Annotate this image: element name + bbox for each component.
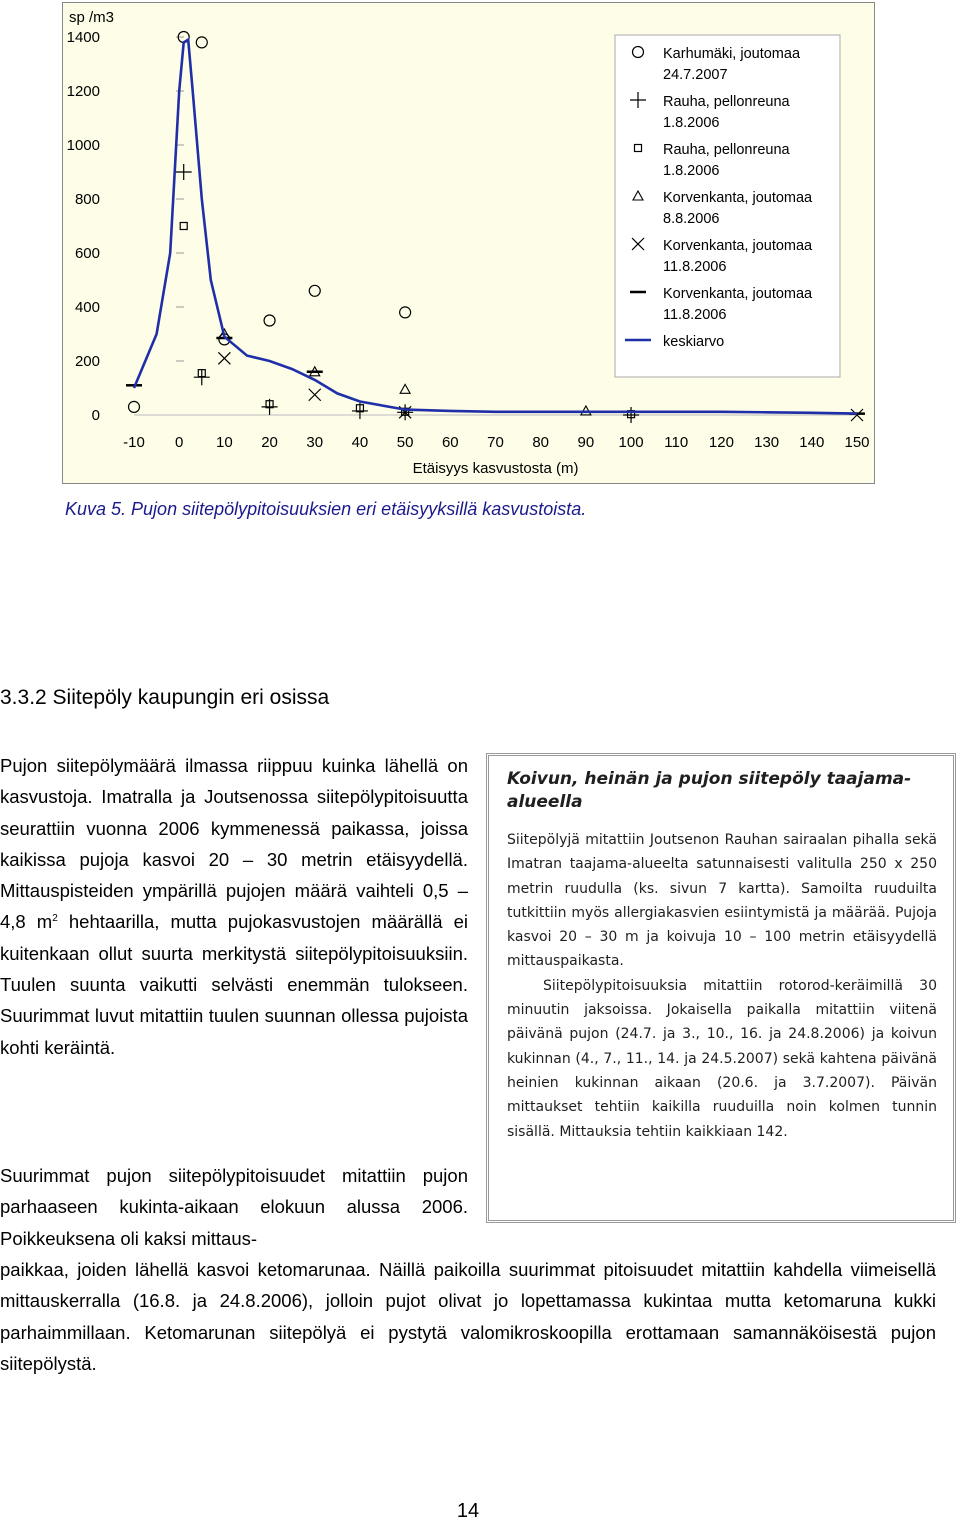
y-axis-title: sp /m3 xyxy=(69,9,115,26)
x-tick-label: 110 xyxy=(664,434,689,451)
legend-label: 1.8.2006 xyxy=(663,115,720,131)
body-paragraph-1 xyxy=(0,750,468,1063)
legend-label: 24.7.2007 xyxy=(663,67,728,83)
info-box-paragraph-1: Siitepölyjä mitattiin Joutsenon Rauhan sairaalan pihalla sekä Imatran taajama-alueelta satunnaisesti valitulla 250 x 250 metrin ruudulla (ks. sivun 7 kartta). Samoilta ruuduilta tutkittiin myös allergiakasvien esiintymistä ja määrää. Pujoja kasvoi 20 – 30 m ja koivuja 10 – 100 metrin etäisyydellä mittauspaikasta. xyxy=(507,832,937,970)
legend-label: 1.8.2006 xyxy=(663,163,720,179)
x-tick-label: 150 xyxy=(844,434,870,451)
data-point-circle xyxy=(129,401,140,412)
x-tick-label: 10 xyxy=(216,434,233,451)
x-tick-label: 120 xyxy=(708,434,734,451)
data-point-circle xyxy=(400,307,411,318)
legend-label: Karhumäki, joutomaa xyxy=(663,46,801,62)
data-point-triangle xyxy=(581,406,591,415)
y-tick-label: 1200 xyxy=(66,83,100,100)
x-tick-label: 20 xyxy=(261,434,278,451)
page-number: 14 xyxy=(456,1500,480,1522)
y-tick-label: 800 xyxy=(74,191,100,208)
x-tick-label: 0 xyxy=(175,434,184,451)
y-tick-label: 600 xyxy=(74,245,100,262)
x-tick-label: 30 xyxy=(306,434,324,451)
para1-text-a: Pujon siitepölymäärä ilmassa riippuu kuinka lähellä on kasvustoja. Imatralla ja Joutsenossa siitepölypitoisuutta seurattiin vuonna 2006 kymmenessä paikassa, joissa kaikissa pujoja kasvoi 20 – 30 metrin etäisyydellä. Mittauspisteiden ympärillä pujojen määrä vaihteli 0,5 – 4,8 m xyxy=(0,755,468,933)
data-point-circle xyxy=(264,315,275,326)
para1-superscript: 2 xyxy=(52,913,58,925)
legend-label: keskiarvo xyxy=(663,334,725,350)
legend-label: Korvenkanta, joutomaa xyxy=(663,190,813,206)
data-point-x xyxy=(309,389,321,401)
x-axis-title: Etäisyys kasvustosta (m) xyxy=(412,460,579,477)
para1-text-b: hehtaarilla, mutta pujokasvustojen määrällä ei kuitenkaan ollut suurta merkitystä siitepölypitoisuuksiin. Tuulen suunta vaikutti selvästi enemmän tulokseen. Suurimmat luvut mitattiin tuulen suunnan ollessa pujoista kohti keräintä. xyxy=(0,911,468,1058)
chart-area xyxy=(62,2,875,484)
data-point-triangle xyxy=(400,384,410,393)
legend-label: Korvenkanta, joutomaa xyxy=(663,238,813,254)
y-tick-label: 0 xyxy=(91,407,100,424)
figure-caption: Kuva 5. Pujon siitepölypitoisuuksien eri etäisyyksillä kasvustoista. xyxy=(65,499,587,519)
x-tick-label: 40 xyxy=(351,434,369,451)
x-tick-label: 100 xyxy=(618,434,644,451)
body-paragraph-2-rest: paikkaa, joiden lähellä kasvoi ketomarunaa. Näillä paikoilla suurimmat pitoisuudet mitattiin kahdella viimeisellä mittauskerralla (16.8. ja 24.8.2006), jolloin pujot olivat jo lopettamassa kukintaa mutta ketomaruna kukki parhaimmillaan. Ketomarunan siitepölyä ei pystytä valomikroskoopilla erottamaan samannäköisestä pujon siitepölystä. xyxy=(0,1259,936,1374)
y-tick-label: 1000 xyxy=(66,137,100,154)
chart-svg xyxy=(63,3,876,485)
data-point-circle xyxy=(309,285,320,296)
y-tick-label: 200 xyxy=(74,353,100,370)
x-tick-label: 70 xyxy=(487,434,504,451)
x-tick-label: -10 xyxy=(123,434,145,451)
data-point-plus xyxy=(352,403,368,419)
legend-label: 11.8.2006 xyxy=(663,259,727,275)
data-point-plus xyxy=(176,164,192,180)
x-tick-label: 90 xyxy=(577,434,595,451)
x-tick-label: 50 xyxy=(396,434,414,451)
data-point-circle xyxy=(196,37,207,48)
body-paragraph-2-start: Suurimmat pujon siitepölypitoisuudet mitattiin pujon parhaaseen kukinta-aikaan elokuun alussa 2006. Poikkeuksena oli kaksi mittaus- xyxy=(0,1165,468,1249)
x-tick-label: 140 xyxy=(799,434,825,451)
section-heading: 3.3.2 Siitepöly kaupungin eri osissa xyxy=(0,686,330,709)
legend-label: Korvenkanta, joutomaa xyxy=(663,286,813,302)
y-tick-label: 1400 xyxy=(66,29,100,46)
legend-box xyxy=(615,35,840,377)
legend-label: 11.8.2006 xyxy=(663,307,727,323)
data-point-square xyxy=(180,223,187,230)
data-point-plus xyxy=(623,407,639,423)
data-point-x xyxy=(218,352,230,364)
y-tick-label: 400 xyxy=(74,299,100,316)
info-box-paragraph-2: Siitepölypitoisuuksia mitattiin rotorod-keräimillä 30 minuutin jaksoissa. Jokaisella paikalla mitattiin viitenä päivänä pujon (24.7. ja 3., 10., 16. ja 24.8.2006) ja koivun kukinnan (4., 7., 11., 14. ja 24.5.2007) sekä kahtena päivänä heinien kukinnan aikaan (20.6. ja 3.7.2007). Päivän mittaukset tehtiin kaikilla ruuduilla noin kolmen tunnin sisällä. Mittauksia tehtiin kaikkiaan 142. xyxy=(507,977,937,1140)
info-box xyxy=(486,753,956,1223)
legend-label: Rauha, pellonreuna xyxy=(663,142,790,158)
x-tick-label: 60 xyxy=(441,434,459,451)
legend-label: 8.8.2006 xyxy=(663,211,720,227)
legend-label: Rauha, pellonreuna xyxy=(663,94,790,110)
x-tick-label: 80 xyxy=(532,434,550,451)
info-box-title: Koivun, heinän ja pujon siitepöly taajama-alueella xyxy=(507,769,912,812)
x-tick-label: 130 xyxy=(754,434,780,451)
